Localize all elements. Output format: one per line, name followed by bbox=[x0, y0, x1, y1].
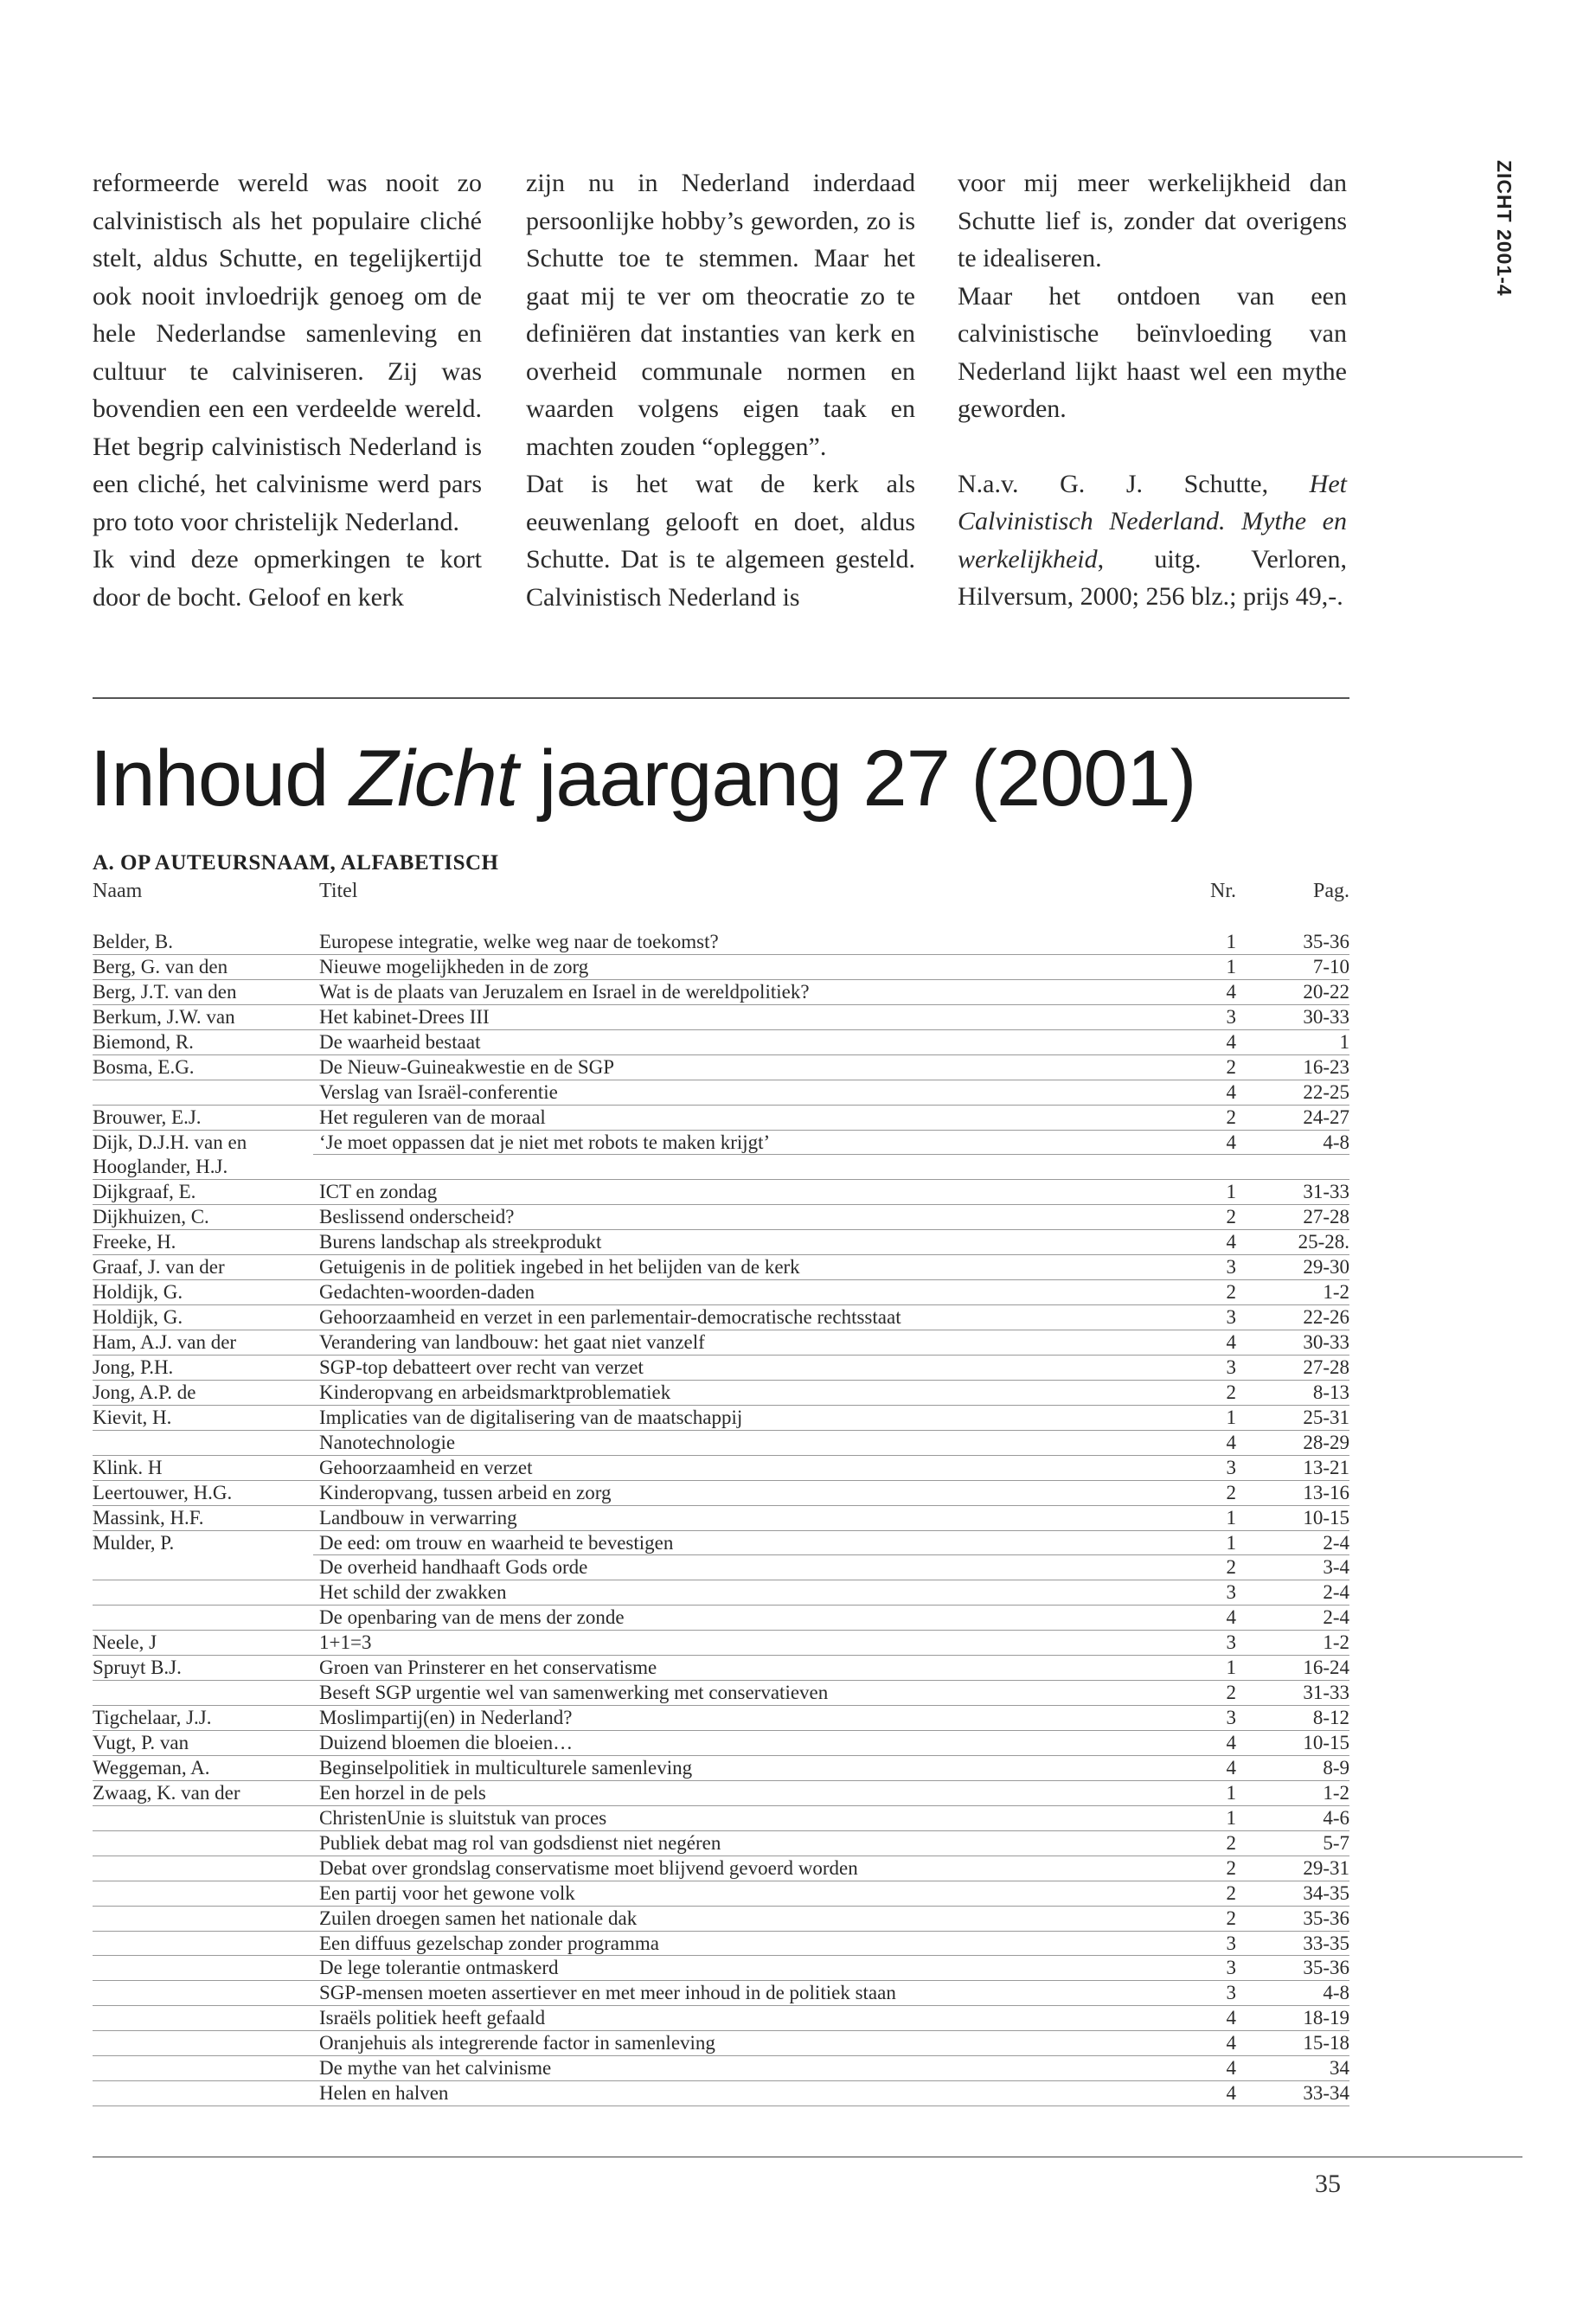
row-issue-number: 4 bbox=[1226, 1732, 1236, 1753]
row-title: Beseft SGP urgentie wel van samenwerking met conservatieven bbox=[319, 1682, 829, 1704]
row-issue-number: 4 bbox=[1226, 2057, 1236, 2080]
table-row bbox=[93, 1580, 1349, 1606]
row-title: Helen en halven bbox=[319, 2082, 449, 2105]
table-row bbox=[93, 2006, 1349, 2031]
row-author: Dijk, D.J.H. van en bbox=[93, 1131, 313, 1155]
row-issue-number: 3 bbox=[1226, 1707, 1236, 1729]
table-row bbox=[93, 1531, 1349, 1556]
table-row bbox=[93, 1631, 1349, 1656]
row-pages: 25-28. bbox=[1298, 1231, 1349, 1253]
row-pages: 27-28 bbox=[1303, 1206, 1349, 1228]
row-pages: 29-31 bbox=[1303, 1856, 1349, 1879]
row-issue-number: 3 bbox=[1226, 1356, 1236, 1378]
row-title: ICT en zondag bbox=[319, 1181, 438, 1203]
table-row bbox=[93, 1606, 1349, 1631]
row-title: De waarheid bestaat bbox=[319, 1030, 481, 1053]
row-title: Beslissend onderscheid? bbox=[319, 1206, 515, 1228]
table-row bbox=[93, 1681, 1349, 1706]
row-author: Belder, B. bbox=[93, 930, 313, 954]
row-pages: 5-7 bbox=[1323, 1831, 1349, 1854]
table-header bbox=[93, 878, 1349, 904]
section-heading: A. OP AUTEURSNAAM, ALFABETISCH bbox=[93, 851, 499, 875]
table-row bbox=[93, 2031, 1349, 2056]
row-pages: 34-35 bbox=[1303, 1881, 1349, 1904]
row-pages: 10-15 bbox=[1303, 1506, 1349, 1529]
row-author: Jong, P.H. bbox=[93, 1356, 313, 1380]
row-pages: 10-15 bbox=[1303, 1732, 1349, 1753]
table-row bbox=[93, 1481, 1349, 1506]
row-author: Dijkhuizen, C. bbox=[93, 1205, 313, 1229]
row-pages: 8-9 bbox=[1323, 1756, 1349, 1779]
row-title: 1+1=3 bbox=[319, 1631, 372, 1654]
row-author: Bosma, E.G. bbox=[93, 1055, 313, 1080]
row-author: Vugt, P. van bbox=[93, 1731, 313, 1755]
row-pages: 25-31 bbox=[1303, 1406, 1349, 1428]
table-row bbox=[93, 1981, 1349, 2006]
reference-book-title: Het Calvinistisch Nederland. Mythe en werkelijkheid bbox=[958, 469, 1347, 574]
row-issue-number: 3 bbox=[1226, 1957, 1236, 1979]
article-paragraph: reformeerde wereld was nooit zo calvinistisch als het populaire cliché stelt, aldus Schutte, en tegelijkertijd ook nooit invloedrijk genoeg om de hele Nederlandse samenleving en cultuur te calviniseren. Zij was bovendien een een verdeelde wereld. Het begrip calvinistisch Nederland is een cliché, het calvinisme werd pars pro toto voor christelijk Nederland. bbox=[93, 169, 482, 536]
row-issue-number: 1 bbox=[1226, 1657, 1236, 1679]
row-pages: 16-23 bbox=[1303, 1055, 1349, 1078]
row-pages: 1 bbox=[1339, 1030, 1349, 1053]
row-title: Het kabinet-Drees III bbox=[319, 1005, 490, 1028]
row-author: Freeke, H. bbox=[93, 1230, 313, 1254]
row-pages: 8-12 bbox=[1312, 1707, 1349, 1729]
row-pages: 4-6 bbox=[1323, 1806, 1349, 1829]
article-column-3 bbox=[958, 164, 1347, 616]
row-title: Oranjehuis als integrerende factor in samenleving bbox=[319, 2032, 715, 2054]
article-paragraph: Ik vind deze opmerkingen te kort door de bocht. Geloof en kerk bbox=[93, 545, 482, 612]
row-title: Nieuwe mogelijkheden in de zorg bbox=[319, 955, 589, 977]
title-journal-name: Zicht bbox=[349, 734, 518, 823]
row-pages: 30-33 bbox=[1303, 1005, 1349, 1028]
row-pages: 22-25 bbox=[1303, 1080, 1349, 1103]
row-title: Burens landschap als streekprodukt bbox=[319, 1231, 602, 1253]
row-pages: 30-33 bbox=[1303, 1331, 1349, 1353]
row-pages: 1-2 bbox=[1323, 1631, 1349, 1654]
row-issue-number: 2 bbox=[1226, 1881, 1236, 1904]
reference-intro: N.a.v. G. J. Schutte, bbox=[958, 469, 1310, 498]
table-row bbox=[93, 1806, 1349, 1831]
row-author: Klink. H bbox=[93, 1456, 313, 1480]
row-title: Moslimpartij(en) in Nederland? bbox=[319, 1707, 573, 1729]
page-title bbox=[90, 731, 1195, 826]
row-title: De lege tolerantie ontmaskerd bbox=[319, 1957, 559, 1979]
row-title: Een horzel in de pels bbox=[319, 1781, 486, 1804]
table-row bbox=[93, 1456, 1349, 1481]
table-row bbox=[93, 1080, 1349, 1106]
row-author: Mulder, P. bbox=[93, 1531, 313, 1555]
row-author: Holdijk, G. bbox=[93, 1280, 313, 1304]
row-pages: 20-22 bbox=[1303, 980, 1349, 1003]
row-pages: 24-27 bbox=[1303, 1106, 1349, 1128]
row-pages: 13-16 bbox=[1303, 1481, 1349, 1503]
row-issue-number: 2 bbox=[1226, 1856, 1236, 1879]
row-issue-number: 4 bbox=[1226, 2082, 1236, 2105]
row-pages: 2-4 bbox=[1323, 1531, 1349, 1554]
row-issue-number: 4 bbox=[1226, 1331, 1236, 1353]
row-title: Publiek debat mag rol van godsdienst niet negéren bbox=[319, 1831, 721, 1854]
row-author: Berkum, J.W. van bbox=[93, 1005, 313, 1029]
table-row bbox=[93, 1055, 1349, 1080]
row-title: Getuigenis in de politiek ingebed in het belijden van de kerk bbox=[319, 1256, 800, 1279]
row-issue-number: 2 bbox=[1226, 1381, 1236, 1403]
row-author: Hooglander, H.J. bbox=[93, 1155, 313, 1179]
row-pages: 29-30 bbox=[1303, 1256, 1349, 1279]
row-author: Zwaag, K. van der bbox=[93, 1781, 313, 1805]
row-issue-number: 4 bbox=[1226, 1131, 1236, 1153]
table-row bbox=[93, 1431, 1349, 1456]
row-issue-number: 1 bbox=[1226, 931, 1236, 952]
table-row bbox=[93, 1731, 1349, 1756]
page-number: 35 bbox=[1315, 2170, 1341, 2198]
table-row bbox=[93, 1406, 1349, 1431]
row-issue-number: 3 bbox=[1226, 1581, 1236, 1604]
table-row bbox=[93, 1656, 1349, 1681]
row-pages: 34 bbox=[1330, 2057, 1349, 2080]
table-row bbox=[93, 1756, 1349, 1781]
row-issue-number: 4 bbox=[1226, 2007, 1236, 2029]
row-author: Massink, H.F. bbox=[93, 1506, 313, 1530]
table-row bbox=[93, 1856, 1349, 1881]
row-issue-number: 1 bbox=[1226, 1406, 1236, 1428]
row-author: Leertouwer, H.G. bbox=[93, 1481, 313, 1505]
row-issue-number: 4 bbox=[1226, 1080, 1236, 1103]
row-author: Neele, J bbox=[93, 1631, 313, 1655]
row-pages: 35-36 bbox=[1303, 1907, 1349, 1929]
row-issue-number: 3 bbox=[1226, 1631, 1236, 1654]
row-pages: 33-34 bbox=[1303, 2082, 1349, 2105]
row-pages: 27-28 bbox=[1303, 1356, 1349, 1378]
row-author: Biemond, R. bbox=[93, 1030, 313, 1054]
row-issue-number: 3 bbox=[1226, 1456, 1236, 1478]
index-table bbox=[93, 930, 1349, 2106]
row-pages: 33-35 bbox=[1303, 1932, 1349, 1954]
row-title: Gehoorzaamheid en verzet in een parlementair-democratische rechtsstaat bbox=[319, 1306, 901, 1329]
row-issue-number: 3 bbox=[1226, 1306, 1236, 1329]
row-issue-number: 2 bbox=[1226, 1831, 1236, 1854]
table-row bbox=[93, 1280, 1349, 1305]
row-pages: 22-26 bbox=[1303, 1306, 1349, 1329]
row-title: Duizend bloemen die bloeien… bbox=[319, 1732, 574, 1753]
row-pages: 1-2 bbox=[1323, 1281, 1349, 1304]
row-author: Ham, A.J. van der bbox=[93, 1330, 313, 1355]
row-author: Holdijk, G. bbox=[93, 1305, 313, 1330]
row-pages: 4-8 bbox=[1323, 1131, 1349, 1153]
row-issue-number: 4 bbox=[1226, 1756, 1236, 1779]
row-issue-number: 2 bbox=[1226, 1907, 1236, 1929]
table-row bbox=[93, 1781, 1349, 1806]
article-paragraph: voor mij meer werkelijkheid dan Schutte lief is, zonder dat overigens te idealiseren. bbox=[958, 169, 1347, 272]
row-title: SGP-top debatteert over recht van verzet bbox=[319, 1356, 644, 1378]
table-row bbox=[93, 955, 1349, 980]
row-title: Zuilen droegen samen het nationale dak bbox=[319, 1907, 638, 1929]
article-paragraph: Dat is het wat de kerk als eeuwenlang gelooft en doet, aldus Schutte. Dat is te algemeen gesteld. Calvinistisch Nederland is bbox=[526, 470, 915, 612]
book-reference bbox=[958, 465, 1347, 616]
title-post: jaargang 27 (2001) bbox=[517, 734, 1196, 823]
divider-rule bbox=[93, 697, 1349, 699]
row-title: Debat over grondslag conservatisme moet blijvend gevoerd worden bbox=[319, 1856, 858, 1879]
row-pages: 18-19 bbox=[1303, 2007, 1349, 2029]
header-nr: Nr. bbox=[1210, 880, 1236, 902]
article-column-2 bbox=[526, 164, 915, 616]
row-title: Europese integratie, welke weg naar de toekomst? bbox=[319, 931, 719, 952]
row-title: Kinderopvang en arbeidsmarktproblematiek bbox=[319, 1381, 671, 1403]
row-pages: 35-36 bbox=[1303, 1957, 1349, 1979]
row-title: De Nieuw-Guineakwestie en de SGP bbox=[319, 1055, 615, 1078]
row-issue-number: 1 bbox=[1226, 1506, 1236, 1529]
row-pages: 1-2 bbox=[1323, 1781, 1349, 1804]
table-row bbox=[93, 1005, 1349, 1030]
row-issue-number: 4 bbox=[1226, 1606, 1236, 1629]
row-issue-number: 2 bbox=[1226, 1556, 1236, 1579]
row-issue-number: 1 bbox=[1226, 1181, 1236, 1203]
row-title: Gedachten-woorden-daden bbox=[319, 1281, 535, 1304]
table-row bbox=[93, 1180, 1349, 1205]
row-pages: 16-24 bbox=[1303, 1657, 1349, 1679]
table-row bbox=[93, 930, 1349, 955]
row-issue-number: 2 bbox=[1226, 1281, 1236, 1304]
table-row bbox=[93, 1506, 1349, 1531]
row-issue-number: 4 bbox=[1226, 980, 1236, 1003]
row-pages: 4-8 bbox=[1323, 1982, 1349, 2004]
table-row bbox=[93, 1255, 1349, 1280]
row-pages: 31-33 bbox=[1303, 1682, 1349, 1704]
table-row bbox=[93, 1230, 1349, 1255]
row-issue-number: 1 bbox=[1226, 1806, 1236, 1829]
row-title: De overheid handhaaft Gods orde bbox=[319, 1556, 588, 1579]
row-issue-number: 2 bbox=[1226, 1682, 1236, 1704]
row-issue-number: 1 bbox=[1226, 955, 1236, 977]
row-issue-number: 4 bbox=[1226, 2032, 1236, 2054]
row-title: De openbaring van de mens der zonde bbox=[319, 1606, 625, 1629]
row-title: ChristenUnie is sluitstuk van proces bbox=[319, 1806, 607, 1829]
row-title: Het schild der zwakken bbox=[319, 1581, 507, 1604]
table-row bbox=[93, 1356, 1349, 1381]
row-author: Dijkgraaf, E. bbox=[93, 1180, 313, 1204]
header-name: Naam bbox=[93, 880, 143, 902]
row-title: SGP-mensen moeten assertiever en met meer inhoud in de politiek staan bbox=[319, 1982, 896, 2004]
row-title: Landbouw in verwarring bbox=[319, 1506, 517, 1529]
table-row bbox=[93, 1106, 1349, 1131]
row-title: Implicaties van de digitalisering van de maatschappij bbox=[319, 1406, 743, 1428]
row-author: Berg, J.T. van den bbox=[93, 980, 313, 1004]
article-column-1 bbox=[93, 164, 482, 616]
row-pages: 15-18 bbox=[1303, 2032, 1349, 2054]
row-issue-number: 1 bbox=[1226, 1781, 1236, 1804]
row-title: Wat is de plaats van Jeruzalem en Israel in de wereldpolitiek? bbox=[319, 980, 810, 1003]
row-title: Gehoorzaamheid en verzet bbox=[319, 1456, 533, 1478]
row-pages: 31-33 bbox=[1303, 1181, 1349, 1203]
title-pre: Inhoud bbox=[90, 734, 349, 823]
table-row bbox=[93, 1932, 1349, 1957]
table-row bbox=[93, 980, 1349, 1005]
table-row bbox=[93, 2081, 1349, 2106]
table-row bbox=[93, 1831, 1349, 1856]
row-issue-number: 2 bbox=[1226, 1055, 1236, 1078]
row-pages: 2-4 bbox=[1323, 1581, 1349, 1604]
table-row bbox=[93, 1555, 1349, 1580]
row-pages: 3-4 bbox=[1323, 1556, 1349, 1579]
row-title: Het reguleren van de moraal bbox=[319, 1106, 546, 1128]
row-title: De eed: om trouw en waarheid te bevestigen bbox=[319, 1531, 674, 1554]
row-pages: 13-21 bbox=[1303, 1456, 1349, 1478]
row-author: Graaf, J. van der bbox=[93, 1255, 313, 1279]
row-author: Spruyt B.J. bbox=[93, 1656, 313, 1680]
row-title: Verslag van Israël-conferentie bbox=[319, 1080, 558, 1103]
row-title: Verandering van landbouw: het gaat niet vanzelf bbox=[319, 1331, 705, 1353]
article-paragraph: Maar het ontdoen van een calvinistische beïnvloeding van Nederland lijkt haast wel een mythe geworden. bbox=[958, 281, 1347, 423]
row-pages: 2-4 bbox=[1323, 1606, 1349, 1629]
journal-issue-label: ZICHT 2001-4 bbox=[1493, 160, 1516, 297]
row-title: Israëls politiek heeft gefaald bbox=[319, 2007, 546, 2029]
header-title: Titel bbox=[319, 880, 358, 902]
table-row bbox=[93, 1706, 1349, 1731]
table-row bbox=[93, 1030, 1349, 1055]
table-row bbox=[93, 1305, 1349, 1330]
row-author: Weggeman, A. bbox=[93, 1756, 313, 1780]
row-title: Een diffuus gezelschap zonder programma bbox=[319, 1932, 659, 1954]
row-author: Brouwer, E.J. bbox=[93, 1106, 313, 1130]
row-title: Een partij voor het gewone volk bbox=[319, 1881, 575, 1904]
row-pages: 8-13 bbox=[1312, 1381, 1349, 1403]
row-title: Nanotechnologie bbox=[319, 1431, 456, 1453]
table-row bbox=[93, 1330, 1349, 1356]
row-issue-number: 3 bbox=[1226, 1005, 1236, 1028]
table-row bbox=[93, 2056, 1349, 2081]
table-row bbox=[93, 1381, 1349, 1406]
row-title: ‘Je moet oppassen dat je niet met robots te maken krijgt’ bbox=[319, 1131, 771, 1153]
row-pages: 35-36 bbox=[1303, 931, 1349, 952]
row-title: Beginselpolitiek in multiculturele samenleving bbox=[319, 1756, 693, 1779]
row-issue-number: 3 bbox=[1226, 1982, 1236, 2004]
header-pag: Pag. bbox=[1313, 880, 1349, 902]
article-paragraph: zijn nu in Nederland inderdaad persoonlijke hobby’s geworden, zo is Schutte toe te stemmen. Maar het gaat mij te ver om theocratie zo te definiëren dat instanties van kerk en overheid communale normen en waarden volgens eigen taak en machten zouden “opleggen”. bbox=[526, 169, 915, 461]
table-row bbox=[93, 1881, 1349, 1907]
table-row bbox=[93, 1155, 1349, 1180]
table-row bbox=[93, 1956, 1349, 1981]
row-issue-number: 4 bbox=[1226, 1030, 1236, 1053]
row-title: De mythe van het calvinisme bbox=[319, 2057, 552, 2080]
row-author: Tigchelaar, J.J. bbox=[93, 1706, 313, 1730]
row-author: Berg, G. van den bbox=[93, 955, 313, 979]
table-row bbox=[93, 1907, 1349, 1932]
row-author: Jong, A.P. de bbox=[93, 1381, 313, 1405]
row-title: Kinderopvang, tussen arbeid en zorg bbox=[319, 1481, 612, 1503]
row-title: Groen van Prinsterer en het conservatisme bbox=[319, 1657, 657, 1679]
row-issue-number: 2 bbox=[1226, 1206, 1236, 1228]
table-row bbox=[93, 1205, 1349, 1230]
row-issue-number: 3 bbox=[1226, 1256, 1236, 1279]
row-issue-number: 4 bbox=[1226, 1431, 1236, 1453]
row-issue-number: 3 bbox=[1226, 1932, 1236, 1954]
row-issue-number: 4 bbox=[1226, 1231, 1236, 1253]
row-issue-number: 2 bbox=[1226, 1106, 1236, 1128]
row-pages: 7-10 bbox=[1312, 955, 1349, 977]
table-row bbox=[93, 1131, 1349, 1156]
row-issue-number: 1 bbox=[1226, 1531, 1236, 1554]
row-issue-number: 2 bbox=[1226, 1481, 1236, 1503]
row-pages: 28-29 bbox=[1303, 1431, 1349, 1453]
row-author: Kievit, H. bbox=[93, 1406, 313, 1430]
reference-details: , uitg. Verloren, Hilversum, 2000; 256 blz.; prijs 49,-. bbox=[958, 544, 1347, 611]
